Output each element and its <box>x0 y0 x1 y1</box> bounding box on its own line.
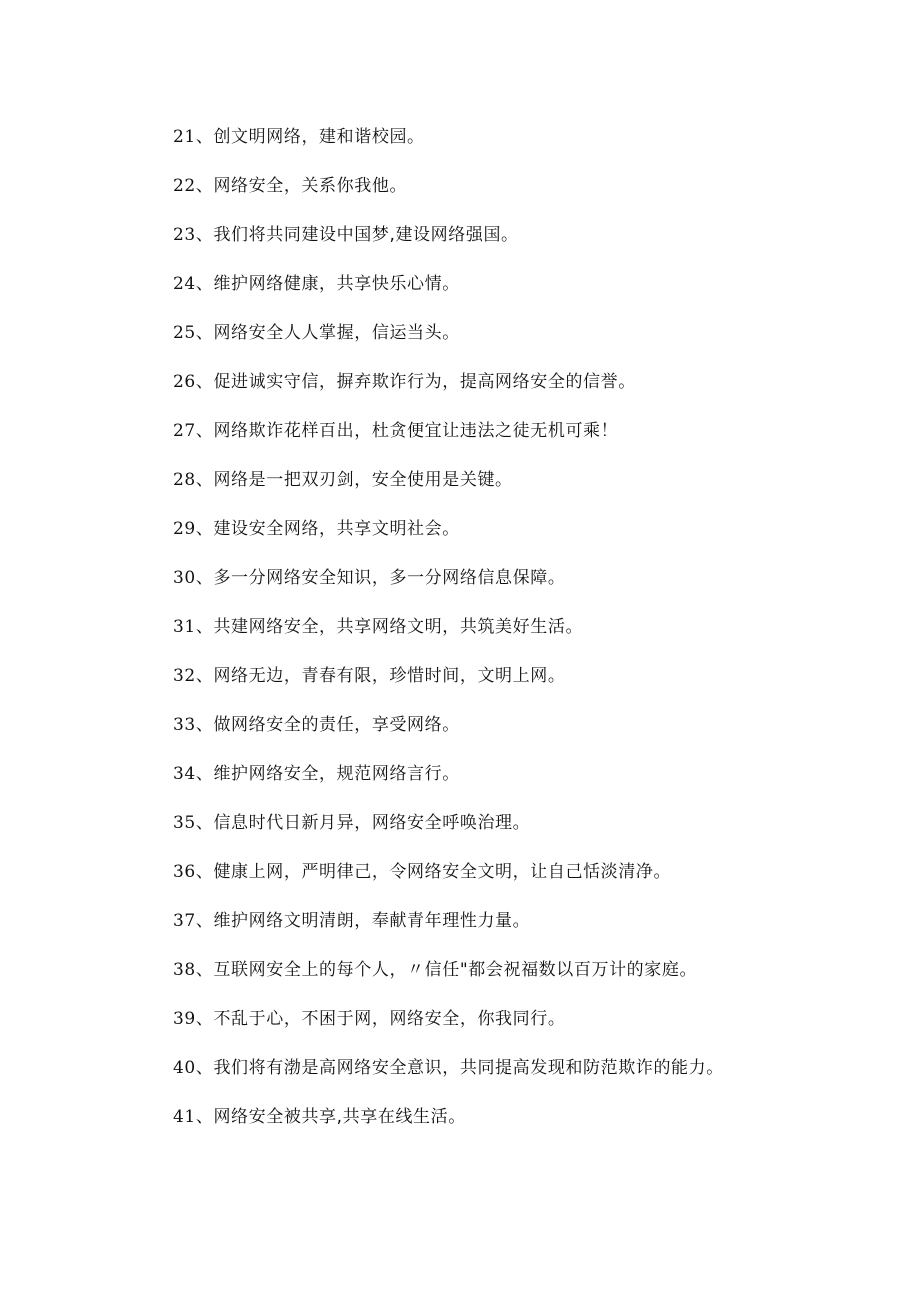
item-number: 28 <box>173 470 196 490</box>
item-text: 网络安全被共享,共享在线生活。 <box>213 1107 466 1127</box>
item-separator: 、 <box>195 813 214 833</box>
list-item <box>173 1004 724 1053</box>
item-number: 38 <box>173 960 196 980</box>
list-item <box>173 612 724 661</box>
list-item <box>173 759 724 808</box>
item-text: 互联网安全上的每个人，〃信任"都会祝福数以百万计的家庭。 <box>213 960 698 980</box>
item-separator: 、 <box>195 421 214 441</box>
item-separator: 、 <box>195 617 214 637</box>
item-separator: 、 <box>195 960 214 980</box>
list-item <box>173 122 724 171</box>
list-item <box>173 710 724 759</box>
item-number: 37 <box>173 911 196 931</box>
list-item <box>173 465 724 514</box>
item-number: 25 <box>173 323 196 343</box>
item-separator: 、 <box>195 862 214 882</box>
item-number: 41 <box>173 1107 196 1127</box>
item-text: 促进诚实守信，摒弃欺诈行为，提高网络安全的信誉。 <box>213 372 636 392</box>
list-item <box>173 171 724 220</box>
item-number: 34 <box>173 764 196 784</box>
item-number: 33 <box>173 715 196 735</box>
item-number: 35 <box>173 813 196 833</box>
list-item <box>173 1053 724 1102</box>
item-text: 维护网络文明清朗，奉献青年理性力量。 <box>213 911 531 931</box>
item-separator: 、 <box>195 666 214 686</box>
item-text: 不乱于心，不困于网，网络安全，你我同行。 <box>213 1009 566 1029</box>
list-item <box>173 318 724 367</box>
item-text: 网络是一把双刃剑，安全使用是关键。 <box>213 470 513 490</box>
list-item <box>173 563 724 612</box>
item-text: 创文明网络，建和谐校园。 <box>213 127 425 147</box>
item-number: 31 <box>173 617 196 637</box>
item-separator: 、 <box>195 519 214 539</box>
list-item <box>173 661 724 710</box>
item-separator: 、 <box>195 911 214 931</box>
list-item <box>173 269 724 318</box>
item-separator: 、 <box>195 323 214 343</box>
item-number: 32 <box>173 666 196 686</box>
item-text: 维护网络安全，规范网络言行。 <box>213 764 460 784</box>
item-separator: 、 <box>195 470 214 490</box>
item-separator: 、 <box>195 1058 214 1078</box>
list-item <box>173 1102 724 1151</box>
item-number: 27 <box>173 421 196 441</box>
item-text: 网络欺诈花样百出，杜贪便宜让违法之徒无机可乘！ <box>213 421 619 441</box>
list-item <box>173 367 724 416</box>
list-item <box>173 906 724 955</box>
item-number: 23 <box>173 225 196 245</box>
list-item <box>173 857 724 906</box>
item-text: 做网络安全的责任，享受网络。 <box>213 715 460 735</box>
item-text: 共建网络安全，共享网络文明，共筑美好生活。 <box>213 617 584 637</box>
item-separator: 、 <box>195 225 214 245</box>
item-number: 24 <box>173 274 196 294</box>
item-separator: 、 <box>195 372 214 392</box>
item-number: 40 <box>173 1058 196 1078</box>
item-text: 我们将共同建设中国梦,建设网络强国。 <box>213 225 519 245</box>
item-separator: 、 <box>195 127 214 147</box>
item-number: 30 <box>173 568 196 588</box>
item-separator: 、 <box>195 764 214 784</box>
item-number: 22 <box>173 176 196 196</box>
item-text: 健康上网，严明律己，令网络安全文明，让自己恬淡清净。 <box>213 862 672 882</box>
item-text: 多一分网络安全知识，多一分网络信息保障。 <box>213 568 566 588</box>
item-separator: 、 <box>195 568 214 588</box>
list-item <box>173 514 724 563</box>
item-number: 29 <box>173 519 196 539</box>
item-separator: 、 <box>195 274 214 294</box>
item-text: 维护网络健康，共享快乐心情。 <box>213 274 460 294</box>
list-item <box>173 220 724 269</box>
item-separator: 、 <box>195 715 214 735</box>
item-text: 网络安全人人掌握，信运当头。 <box>213 323 460 343</box>
slogan-list <box>173 122 724 1151</box>
item-separator: 、 <box>195 1107 214 1127</box>
item-text: 网络无边，青春有限，珍惜时间，文明上网。 <box>213 666 566 686</box>
item-number: 26 <box>173 372 196 392</box>
item-text: 信息时代日新月异，网络安全呼唤治理。 <box>213 813 531 833</box>
list-item <box>173 808 724 857</box>
item-separator: 、 <box>195 1009 214 1029</box>
list-item <box>173 955 724 1004</box>
item-text: 网络安全，关系你我他。 <box>213 176 408 196</box>
item-number: 36 <box>173 862 196 882</box>
item-text: 建设安全网络，共享文明社会。 <box>213 519 460 539</box>
item-number: 39 <box>173 1009 196 1029</box>
item-text: 我们将有渤是高网络安全意识，共同提高发现和防范欺诈的能力。 <box>213 1058 724 1078</box>
list-item <box>173 416 724 465</box>
item-separator: 、 <box>195 176 214 196</box>
item-number: 21 <box>173 127 196 147</box>
